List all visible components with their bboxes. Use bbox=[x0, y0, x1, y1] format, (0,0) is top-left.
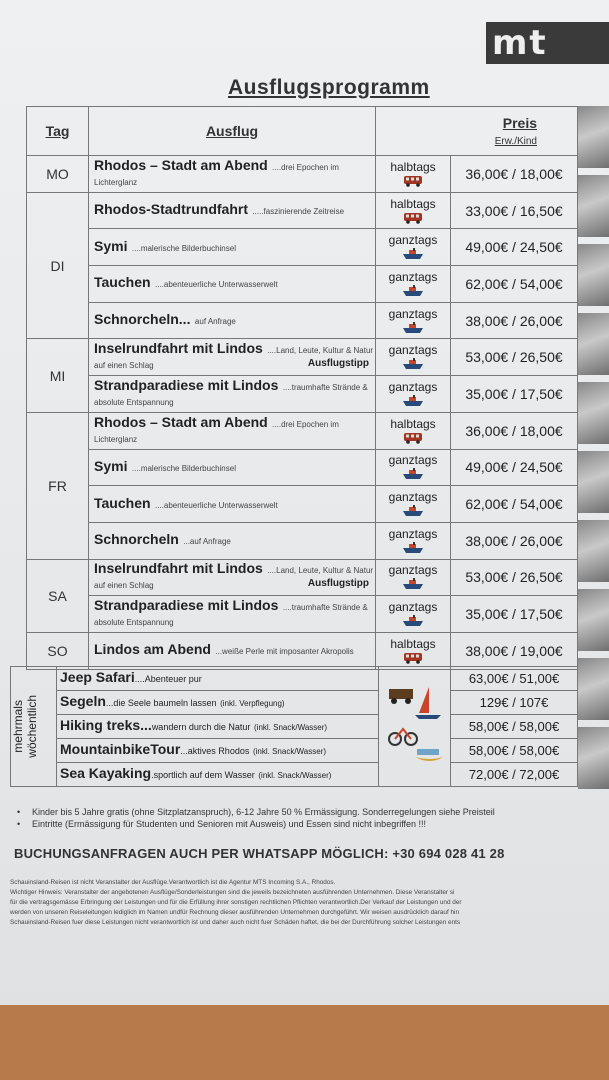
mt-logo: mt bbox=[486, 22, 609, 64]
weekly-table bbox=[10, 666, 578, 787]
weekly-price: 129€ / 107€ bbox=[479, 695, 549, 710]
tour-desc: ....abenteuerliche Unterwasserwelt bbox=[154, 500, 278, 510]
tour-name: Inselrundfahrt mit Lindos bbox=[94, 560, 263, 577]
duration-cell bbox=[376, 229, 451, 266]
bus-icon bbox=[376, 432, 450, 444]
day-cell bbox=[27, 559, 89, 632]
duration-cell bbox=[376, 559, 451, 596]
weekly-tour-name: Jeep Safari bbox=[60, 669, 135, 685]
tour-row bbox=[27, 596, 578, 633]
photo-thumbnail bbox=[578, 382, 609, 444]
boat-icon bbox=[376, 578, 450, 590]
tour-name: Tauchen bbox=[94, 494, 151, 511]
activity-icons bbox=[385, 679, 445, 769]
tour-cell bbox=[89, 192, 376, 229]
tour-row bbox=[27, 302, 578, 339]
tour-cell bbox=[89, 632, 376, 669]
tour-desc: ....drei Epochen im Lichterglanz bbox=[94, 419, 339, 444]
photo-thumbnail bbox=[578, 658, 609, 720]
ausflugstipp-badge: Ausflugstipp bbox=[307, 358, 369, 370]
duration-cell bbox=[376, 302, 451, 339]
duration-label: ganztags bbox=[388, 453, 438, 468]
legal-line: Schauinsland-Reisen ist nicht Veranstalter der Ausflüge.Verantwortlich ist die Agentur MTS Incoming S.A., Rhodos. bbox=[10, 879, 336, 886]
day-cell bbox=[27, 339, 89, 412]
photo-thumbnail bbox=[578, 106, 609, 168]
price-cell bbox=[451, 596, 578, 633]
tour-cell bbox=[89, 339, 376, 376]
boat-icon bbox=[376, 505, 450, 517]
tour-row bbox=[27, 229, 578, 266]
weekly-tour-cell bbox=[57, 763, 379, 787]
note-eintritte: • Eintritte (Ermässigung für Studenten und Senioren mit Ausweis) und Essen sind nicht inbegriffen !!! bbox=[14, 818, 609, 830]
tour-row bbox=[27, 412, 578, 449]
price-cell bbox=[451, 302, 578, 339]
tour-row bbox=[27, 486, 578, 523]
price-cell bbox=[451, 156, 578, 193]
weekly-tour-name: Hiking treks... bbox=[60, 717, 152, 733]
day-label: MI bbox=[49, 367, 66, 384]
sailboat-icon bbox=[415, 687, 441, 719]
price-value: 49,00€ / 24,50€ bbox=[465, 459, 563, 476]
duration-label: halbtags bbox=[390, 416, 436, 431]
legal-line: für die vertragsgemässe Erbringung der Leistungen und für die Erfüllung ihrer sonstigen rechtlichen Pflichten verantwortlich.Der Verkauf der Leistungen und der bbox=[10, 899, 462, 906]
header-tag: Tag bbox=[27, 107, 89, 156]
price-value: 38,00€ / 26,00€ bbox=[465, 312, 563, 329]
photo-thumbnail bbox=[578, 589, 609, 651]
tour-desc: ...weiße Perle mit imposanter Akropolis bbox=[215, 647, 354, 657]
tour-desc: auf Anfrage bbox=[194, 317, 236, 327]
day-cell bbox=[27, 632, 89, 669]
bus-icon bbox=[376, 175, 450, 187]
tour-name: Schnorcheln... bbox=[94, 311, 191, 328]
weekly-tour-name: Sea Kayaking bbox=[60, 765, 152, 781]
tour-cell bbox=[89, 412, 376, 449]
price-cell bbox=[451, 559, 578, 596]
header-ausflug: Ausflug bbox=[89, 107, 376, 156]
duration-cell bbox=[376, 412, 451, 449]
weekly-tour-cell bbox=[57, 739, 379, 763]
weekly-tour-note: (inkl. Snack/Wasser) bbox=[254, 723, 328, 732]
whatsapp-booking-line: BUCHUNGSANFRAGEN AUCH PER WHATSAPP MÖGLICH: +30 694 028 41 28 bbox=[14, 846, 505, 861]
tour-row bbox=[27, 449, 578, 486]
duration-label: ganztags bbox=[388, 600, 438, 615]
photo-strip bbox=[578, 106, 609, 784]
day-label: DI bbox=[50, 257, 65, 274]
photo-thumbnail bbox=[578, 520, 609, 582]
tour-row bbox=[27, 266, 578, 303]
jeep-icon bbox=[389, 689, 413, 704]
price-value: 49,00€ / 24,50€ bbox=[465, 239, 563, 256]
duration-label: ganztags bbox=[388, 379, 438, 394]
legal-line: Wichtiger Hinweis: Veranstalter der angebotenen Ausflüge/Sonderleistungen sind die jeweils bezeichneten ausführenden Unternehmen. Diese Veranstalter si bbox=[10, 889, 455, 896]
tour-desc: ....drei Epochen im Lichterglanz bbox=[94, 162, 339, 187]
header-preis: Preis Erw./Kind bbox=[376, 107, 578, 156]
weekly-price-cell bbox=[451, 691, 578, 715]
weekly-label: mehrmals wöchentlich bbox=[11, 695, 39, 758]
day-label: MO bbox=[46, 165, 69, 182]
price-value: 62,00€ / 54,00€ bbox=[465, 275, 563, 292]
price-value: 33,00€ / 16,50€ bbox=[465, 202, 563, 219]
kayak-icon bbox=[415, 749, 443, 761]
price-value: 35,00€ / 17,50€ bbox=[465, 606, 563, 623]
tour-cell bbox=[89, 302, 376, 339]
price-cell bbox=[451, 192, 578, 229]
boat-icon bbox=[376, 542, 450, 554]
duration-label: halbtags bbox=[390, 636, 436, 651]
tour-cell bbox=[89, 449, 376, 486]
day-label: FR bbox=[48, 477, 67, 494]
weekly-price: 58,00€ / 58,00€ bbox=[468, 719, 560, 734]
tour-name: Symi bbox=[94, 457, 128, 474]
price-value: 38,00€ / 19,00€ bbox=[465, 642, 563, 659]
boat-icon bbox=[376, 395, 450, 407]
weekly-price-cell bbox=[451, 715, 578, 739]
photo-thumbnail bbox=[578, 175, 609, 237]
price-cell bbox=[451, 632, 578, 669]
tour-cell bbox=[89, 266, 376, 303]
tour-name: Strandparadiese mit Lindos bbox=[94, 597, 279, 614]
photo-thumbnail bbox=[578, 244, 609, 306]
duration-label: ganztags bbox=[388, 269, 438, 284]
tour-cell bbox=[89, 156, 376, 193]
tour-desc: .....faszinierende Zeitreise bbox=[252, 207, 345, 217]
header-row bbox=[27, 107, 578, 156]
duration-label: ganztags bbox=[388, 343, 438, 358]
tour-desc: ....traumhafte Strände & absolute Entspannung bbox=[94, 382, 368, 407]
duration-cell bbox=[376, 339, 451, 376]
legal-line: Schauinsland-Reisen fuer diese Leistungen nicht verantwortlich ist und daher auch nicht fuer Schäden haftet, die bei der Durchführung solcher Leistungen ents bbox=[10, 919, 461, 926]
tour-name: Symi bbox=[94, 237, 128, 254]
tour-cell bbox=[89, 376, 376, 413]
duration-label: halbtags bbox=[390, 159, 436, 174]
tour-cell bbox=[89, 522, 376, 559]
tour-name: Rhodos – Stadt am Abend bbox=[94, 413, 268, 430]
price-value: 38,00€ / 26,00€ bbox=[465, 532, 563, 549]
weekly-tour-note: (inkl. Snack/Wasser) bbox=[252, 747, 327, 756]
day-cell bbox=[27, 156, 89, 193]
price-cell bbox=[451, 266, 578, 303]
weekly-tour-cell bbox=[57, 667, 379, 691]
tour-cell bbox=[89, 486, 376, 523]
duration-cell bbox=[376, 522, 451, 559]
tour-cell bbox=[89, 596, 376, 633]
legal-notice bbox=[10, 878, 609, 928]
bus-icon bbox=[376, 652, 450, 664]
price-value: 53,00€ / 26,50€ bbox=[465, 569, 563, 586]
duration-cell bbox=[376, 192, 451, 229]
weekly-price: 58,00€ / 58,00€ bbox=[468, 743, 560, 758]
ausflugstipp-badge: Ausflugstipp bbox=[307, 578, 369, 590]
duration-cell bbox=[376, 486, 451, 523]
weekly-tour-note: (inkl. Snack/Wasser) bbox=[258, 771, 332, 780]
tour-desc: ....traumhafte Strände & absolute Entspannung bbox=[94, 603, 368, 628]
tour-rows bbox=[27, 156, 578, 670]
tour-name: Rhodos – Stadt am Abend bbox=[94, 156, 268, 173]
tour-name: Inselrundfahrt mit Lindos bbox=[94, 340, 263, 357]
weekly-row bbox=[11, 763, 578, 787]
notes-list bbox=[14, 806, 609, 830]
tour-desc: ....malerische Bilderbuchinsel bbox=[131, 463, 236, 473]
day-cell bbox=[27, 192, 89, 339]
tour-cell bbox=[89, 229, 376, 266]
duration-label: ganztags bbox=[388, 306, 438, 321]
weekly-rows bbox=[11, 667, 578, 787]
bus-icon bbox=[376, 212, 450, 224]
price-value: 53,00€ / 26,50€ bbox=[465, 349, 563, 366]
weekly-tour-cell bbox=[57, 691, 379, 715]
activity-icons-cell bbox=[379, 667, 451, 787]
boat-icon bbox=[376, 358, 450, 370]
price-cell bbox=[451, 339, 578, 376]
note-kinder: • Kinder bis 5 Jahre gratis (ohne Sitzplatzanspruch), 6-12 Jahre 50 % Ermässigung. Sonderregelungen siehe Preisteil bbox=[14, 806, 609, 818]
tour-row bbox=[27, 559, 578, 596]
price-cell bbox=[451, 449, 578, 486]
photo-thumbnail bbox=[578, 451, 609, 513]
duration-label: ganztags bbox=[388, 233, 438, 248]
weekly-tour-desc: .sportlich auf dem Wasser bbox=[151, 770, 255, 780]
weekly-tour-desc: ...aktives Rhodos bbox=[180, 746, 250, 756]
weekly-label-cell bbox=[11, 667, 57, 787]
tour-row bbox=[27, 339, 578, 376]
weekly-row bbox=[11, 739, 578, 763]
duration-label: ganztags bbox=[388, 526, 438, 541]
weekly-tour-name: Segeln bbox=[60, 693, 106, 709]
weekly-row bbox=[11, 667, 578, 691]
tour-name: Strandparadiese mit Lindos bbox=[94, 376, 279, 393]
tour-cell bbox=[89, 559, 376, 596]
tour-name: Rhodos-Stadtrundfahrt bbox=[94, 201, 248, 218]
duration-label: ganztags bbox=[388, 490, 438, 505]
weekly-price-cell bbox=[451, 763, 578, 787]
day-cell bbox=[27, 412, 89, 559]
photo-thumbnail bbox=[578, 727, 609, 789]
tour-desc: ....abenteuerliche Unterwasserwelt bbox=[154, 280, 278, 290]
weekly-tour-desc: ...die Seele baumeln lassen bbox=[105, 698, 217, 708]
boat-icon bbox=[376, 322, 450, 334]
weekly-tour-desc: ....Abenteuer pur bbox=[134, 674, 202, 684]
price-cell bbox=[451, 376, 578, 413]
tour-desc: ....malerische Bilderbuchinsel bbox=[131, 243, 236, 253]
weekly-row bbox=[11, 691, 578, 715]
bike-icon bbox=[389, 729, 417, 745]
tour-row bbox=[27, 376, 578, 413]
boat-icon bbox=[376, 468, 450, 480]
duration-label: halbtags bbox=[390, 196, 436, 211]
duration-label: ganztags bbox=[388, 563, 438, 578]
price-value: 36,00€ / 18,00€ bbox=[465, 422, 563, 439]
weekly-price-cell bbox=[451, 739, 578, 763]
weekly-price: 63,00€ / 51,00€ bbox=[468, 671, 560, 686]
tour-row bbox=[27, 192, 578, 229]
price-cell bbox=[451, 486, 578, 523]
tour-row bbox=[27, 522, 578, 559]
duration-cell bbox=[376, 156, 451, 193]
weekly-tour-name: MountainbikeTour bbox=[60, 741, 181, 757]
page-title: Ausflugsprogramm bbox=[228, 76, 430, 99]
duration-cell bbox=[376, 596, 451, 633]
price-value: 62,00€ / 54,00€ bbox=[465, 496, 563, 513]
legal-line: werden von unseren Reiseleitungen lediglich im Namen undfür Rechnung dieser ausführenden Unternehmen durchgeführt. Wir weisen ausdrücklich darauf hin bbox=[10, 909, 460, 916]
price-cell bbox=[451, 412, 578, 449]
boat-icon bbox=[376, 615, 450, 627]
duration-cell bbox=[376, 632, 451, 669]
weekly-tour-cell bbox=[57, 715, 379, 739]
duration-cell bbox=[376, 266, 451, 303]
tour-desc: ....Land, Leute, Kultur & Natur auf einen Schlag bbox=[94, 346, 374, 371]
weekly-price: 72,00€ / 72,00€ bbox=[468, 767, 560, 782]
photo-thumbnail bbox=[578, 313, 609, 375]
tour-desc: ....Land, Leute, Kultur & Natur auf einen Schlag bbox=[94, 566, 374, 591]
tour-row bbox=[27, 156, 578, 193]
boat-icon bbox=[376, 285, 450, 297]
price-value: 36,00€ / 18,00€ bbox=[465, 165, 563, 182]
excursion-table bbox=[26, 106, 578, 670]
price-value: 35,00€ / 17,50€ bbox=[465, 385, 563, 402]
weekly-row bbox=[11, 715, 578, 739]
tour-desc: ...auf Anfrage bbox=[183, 537, 231, 547]
tour-name: Tauchen bbox=[94, 274, 151, 291]
weekly-tour-desc: wandern durch die Natur bbox=[151, 722, 251, 732]
tour-name: Schnorcheln bbox=[94, 531, 179, 548]
tour-name: Lindos am Abend bbox=[94, 641, 211, 658]
tour-row bbox=[27, 632, 578, 669]
day-label: SO bbox=[47, 642, 68, 659]
weekly-tour-note: (inkl. Verpflegung) bbox=[220, 699, 285, 708]
boat-icon bbox=[376, 248, 450, 260]
duration-cell bbox=[376, 449, 451, 486]
weekly-price-cell bbox=[451, 667, 578, 691]
day-label: SA bbox=[48, 587, 67, 604]
duration-cell bbox=[376, 376, 451, 413]
price-cell bbox=[451, 229, 578, 266]
price-cell bbox=[451, 522, 578, 559]
